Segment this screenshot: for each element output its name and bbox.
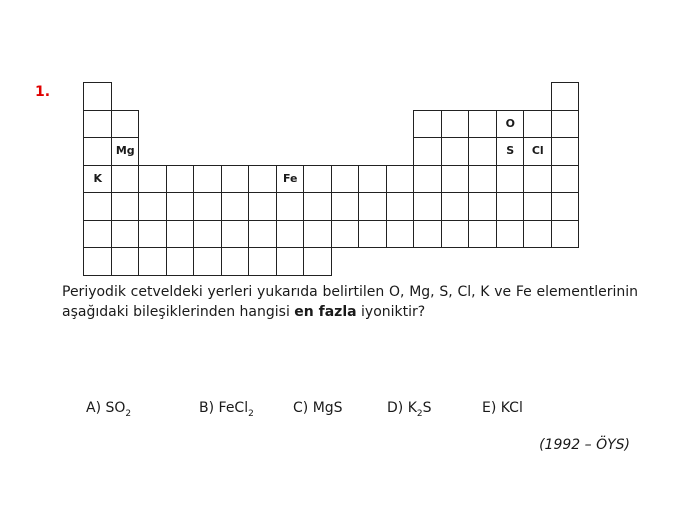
option-d-letter: D) (387, 400, 404, 416)
table-cell (468, 192, 497, 221)
table-cell (166, 192, 195, 221)
table-cell (221, 220, 250, 249)
table-cell (276, 247, 305, 276)
table-cell (111, 165, 140, 194)
table-cell (221, 165, 250, 194)
table-cell (331, 220, 360, 249)
table-cell (138, 165, 167, 194)
table-cell (111, 110, 140, 139)
table-cell (386, 220, 415, 249)
option-c-formula: MgS (312, 400, 343, 416)
table-cell (413, 192, 442, 221)
table-cell (441, 165, 470, 194)
option-a-formula: SO (105, 400, 126, 416)
element-symbol-fe: Fe (282, 171, 298, 185)
option-d-subscript: 2 (416, 408, 423, 419)
table-cell (496, 192, 525, 221)
table-cell (413, 220, 442, 249)
question-text-end: iyoniktir? (356, 304, 426, 320)
table-cell (551, 220, 580, 249)
table-cell (413, 110, 442, 139)
table-cell (551, 110, 580, 139)
question-number: 1. (35, 84, 51, 100)
table-cell (221, 192, 250, 221)
table-cell (166, 165, 195, 194)
table-cell (83, 192, 112, 221)
table-cell (468, 137, 497, 166)
table-cell (331, 165, 360, 194)
table-cell (83, 220, 112, 249)
table-cell (138, 192, 167, 221)
table-cell (276, 220, 305, 249)
table-cell (83, 82, 112, 111)
option-d-formula: K (407, 400, 417, 416)
table-cell (83, 110, 112, 139)
table-cell (523, 220, 552, 249)
table-cell (468, 220, 497, 249)
table-cell (551, 82, 580, 111)
source-citation: (1992 – ÖYS) (539, 437, 630, 453)
option-a-letter: A) (86, 400, 102, 416)
table-cell (193, 165, 222, 194)
option-b-subscript: 2 (248, 408, 254, 419)
question-text (62, 282, 638, 322)
table-cell (193, 220, 222, 249)
table-cell (523, 192, 552, 221)
table-cell (248, 165, 277, 194)
table-cell (248, 192, 277, 221)
table-cell (303, 192, 332, 221)
question-emphasis: en fazla (294, 304, 357, 320)
element-symbol-s: S (506, 144, 515, 157)
option-a-subscript: 2 (125, 408, 132, 419)
table-cell (441, 137, 470, 166)
table-cell (386, 192, 415, 221)
table-cell (551, 137, 580, 166)
option-e-letter: E) (482, 400, 497, 416)
element-symbol-mg: Mg (115, 144, 135, 157)
table-cell (303, 247, 332, 276)
table-cell (413, 165, 442, 194)
table-cell (111, 247, 140, 276)
table-cell (166, 247, 195, 276)
table-cell (221, 247, 250, 276)
element-symbol-k: K (93, 171, 103, 185)
table-cell (358, 165, 387, 194)
option-b-formula: FeCl (218, 400, 249, 416)
table-cell (496, 220, 525, 249)
table-cell (193, 192, 222, 221)
table-cell (468, 165, 497, 194)
option-e-formula: KCl (500, 400, 523, 416)
option-d-formula-tail: S (422, 400, 432, 416)
option-b[interactable] (199, 400, 254, 419)
table-cell (441, 110, 470, 139)
table-cell (413, 137, 442, 166)
table-cell (441, 192, 470, 221)
element-symbol-cl: Cl (531, 144, 544, 157)
table-cell (358, 220, 387, 249)
table-cell (551, 165, 580, 194)
table-cell (523, 110, 552, 139)
table-cell (303, 220, 332, 249)
table-cell (138, 247, 167, 276)
table-cell (358, 192, 387, 221)
option-b-letter: B) (199, 400, 215, 416)
table-cell (138, 220, 167, 249)
table-cell (83, 137, 112, 166)
table-cell (111, 192, 140, 221)
table-cell (276, 192, 305, 221)
table-cell (83, 247, 112, 276)
table-cell (111, 220, 140, 249)
table-cell (248, 247, 277, 276)
question-text-start: Periyodik cetveldeki yerleri yukarıda belirtilen O, Mg, S, Cl, K ve Fe elementlerinin aşağıdaki bileşiklerinden hangisi (62, 284, 638, 320)
option-d[interactable] (387, 400, 432, 419)
option-c-letter: C) (293, 400, 309, 416)
table-cell (193, 247, 222, 276)
option-c[interactable] (293, 400, 343, 416)
option-a[interactable] (86, 400, 131, 419)
table-cell (303, 165, 332, 194)
table-cell (441, 220, 470, 249)
table-cell (386, 165, 415, 194)
table-cell (166, 220, 195, 249)
table-cell (468, 110, 497, 139)
table-cell (248, 220, 277, 249)
element-symbol-o: O (505, 116, 515, 130)
table-cell (331, 192, 360, 221)
table-cell (496, 165, 525, 194)
table-cell (551, 192, 580, 221)
option-e[interactable] (482, 400, 523, 416)
table-cell (523, 165, 552, 194)
